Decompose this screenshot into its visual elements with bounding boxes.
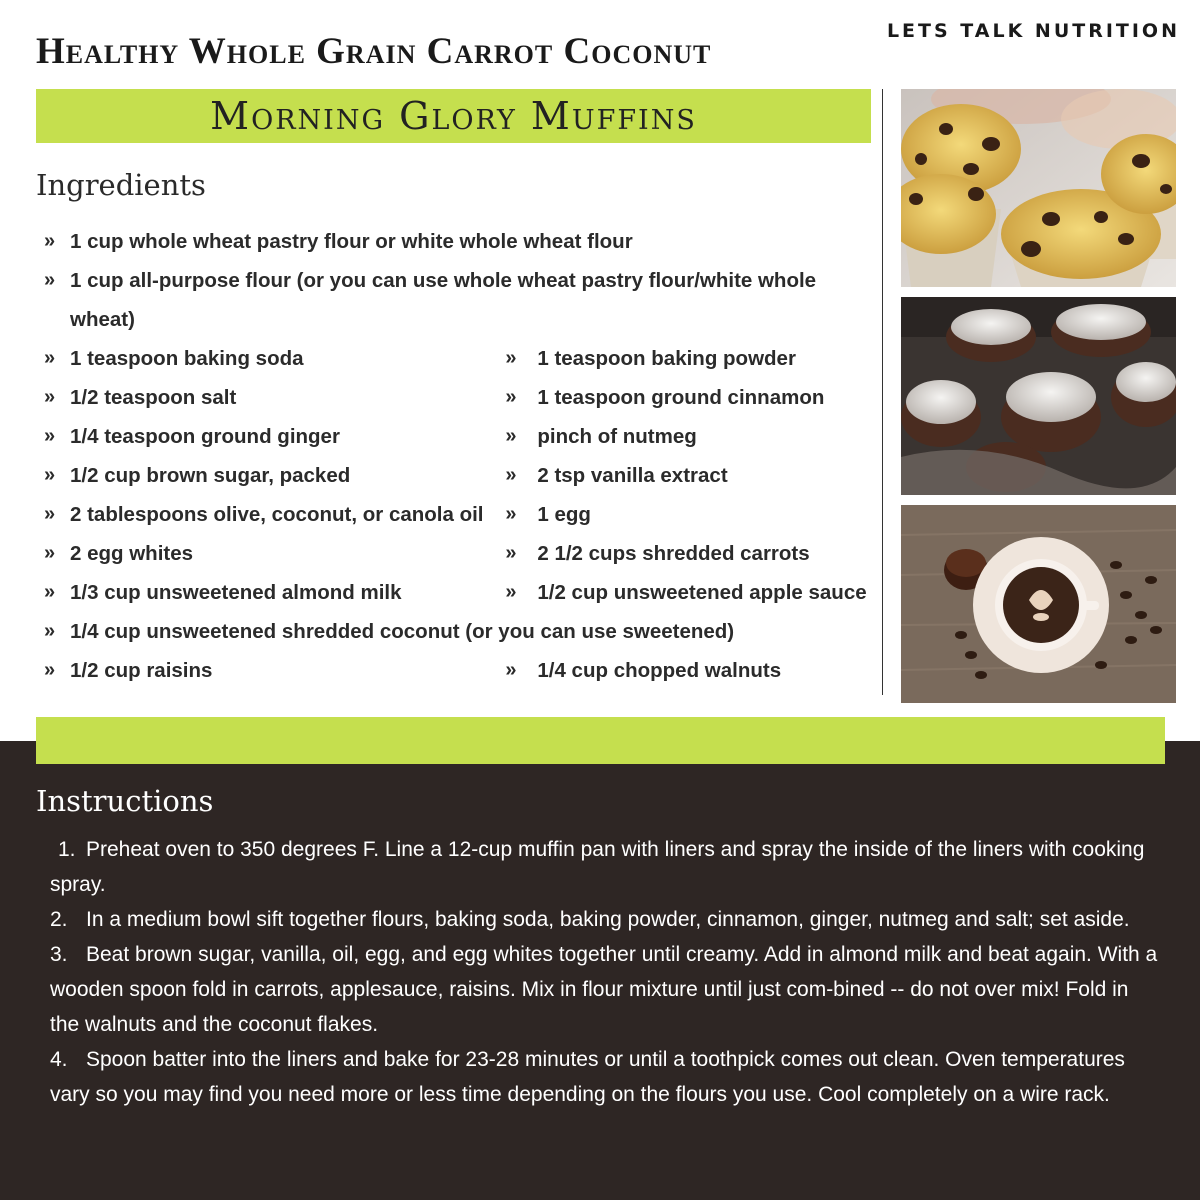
subtitle-band (36, 89, 871, 143)
bullet-arrow-icon: » (44, 425, 51, 447)
accent-bar (36, 717, 1165, 764)
recipe-subtitle: Morning Glory Muffins (210, 94, 697, 138)
bullet-arrow-icon: » (44, 620, 51, 642)
bullet-arrow-icon: » (44, 464, 51, 486)
ingredient-text: 1 cup whole wheat pastry flour or white whole wheat flour (70, 230, 633, 253)
instruction-step (50, 902, 1160, 937)
ingredients-list (44, 222, 884, 690)
ingredient-item (44, 417, 505, 456)
ingredient-item (44, 573, 505, 612)
coffee-cup-photo (901, 505, 1176, 703)
ingredient-text: 2 egg whites (70, 542, 194, 565)
bullet-arrow-icon: » (44, 269, 51, 291)
step-number: 3. (50, 943, 68, 966)
instructions-list (50, 832, 1160, 1112)
ingredient-text: 1/3 cup unsweetened almond milk (70, 581, 402, 604)
instruction-step (50, 937, 1160, 1042)
instructions-heading: Instructions (36, 784, 214, 818)
ingredient-item (505, 339, 884, 378)
ingredient-text: 1/4 cup chopped walnuts (537, 659, 782, 682)
ingredient-text: 1/2 teaspoon salt (70, 386, 237, 409)
step-text: In a medium bowl sift together flours, baking soda, baking powder, cinnamon, ginger, nutmeg and salt; set aside. (86, 908, 1130, 931)
ingredient-item (44, 378, 505, 417)
ingredient-text: 1 cup all-purpose flour (or you can use whole wheat pastry flour/white whole wheat) (70, 269, 817, 331)
ingredient-text: 1 teaspoon baking soda (70, 347, 304, 370)
ingredient-text: 1 teaspoon ground cinnamon (537, 386, 825, 409)
brand-name: LETS TALK NUTRITION (886, 20, 1180, 42)
ingredient-item (44, 456, 505, 495)
ingredient-text: 1/2 cup unsweetened apple sauce (537, 581, 867, 604)
bullet-arrow-icon: » (44, 581, 51, 603)
ingredients-heading: Ingredients (36, 168, 206, 202)
ingredient-item (44, 495, 505, 534)
ingredient-text: 2 tablespoons olive, coconut, or canola oil (70, 503, 484, 526)
instruction-step (50, 832, 1160, 902)
ingredient-item (44, 534, 505, 573)
ingredient-item (44, 339, 505, 378)
ingredient-item (44, 651, 505, 690)
ingredient-text: 1 teaspoon baking powder (537, 347, 796, 370)
step-text: Preheat oven to 350 degrees F. Line a 12-cup muffin pan with liners and spray the inside of the liners with cooking spray. (50, 838, 1145, 896)
ingredient-item (505, 651, 884, 690)
bullet-arrow-icon: » (505, 542, 512, 564)
ingredient-text: 1/2 cup raisins (70, 659, 213, 682)
ingredient-text: 1/4 cup unsweetened shredded coconut (or you can use sweetened) (70, 620, 735, 643)
ingredient-item (44, 222, 864, 261)
bullet-arrow-icon: » (44, 347, 51, 369)
bullet-arrow-icon: » (44, 230, 51, 252)
step-number: 4. (50, 1048, 68, 1071)
ingredient-text: 2 tsp vanilla extract (537, 464, 728, 487)
ingredient-text: 1/4 teaspoon ground ginger (70, 425, 340, 448)
step-number: 1. (58, 838, 76, 861)
ingredient-item (44, 261, 864, 339)
bullet-arrow-icon: » (44, 659, 51, 681)
ingredient-text: 1/2 cup brown sugar, packed (70, 464, 351, 487)
bullet-arrow-icon: » (505, 659, 512, 681)
ingredient-item (505, 573, 884, 612)
ingredient-text: pinch of nutmeg (537, 425, 697, 448)
ingredient-text: 1 egg (537, 503, 591, 526)
ingredient-item (44, 612, 864, 651)
bullet-arrow-icon: » (505, 581, 512, 603)
bullet-arrow-icon: » (505, 347, 512, 369)
bullet-arrow-icon: » (44, 386, 51, 408)
step-text: Spoon batter into the liners and bake for 23-28 minutes or until a toothpick comes out clean. Oven temperatures vary so you may find you need more or less time depending on the flours you use. Cool completely on a wire rack. (50, 1048, 1125, 1106)
instruction-step (50, 1042, 1160, 1112)
recipe-title: Healthy Whole Grain Carrot Coconut (36, 31, 712, 72)
bullet-arrow-icon: » (44, 542, 51, 564)
bullet-arrow-icon: » (505, 503, 512, 525)
ingredient-item (505, 495, 884, 534)
ingredient-item (505, 378, 884, 417)
ingredient-item (505, 534, 884, 573)
ingredient-item (505, 456, 884, 495)
bullet-arrow-icon: » (505, 425, 512, 447)
ingredient-text: 2 1/2 cups shredded carrots (537, 542, 810, 565)
ingredient-item (505, 417, 884, 456)
bullet-arrow-icon: » (505, 386, 512, 408)
muffins-photo (901, 89, 1176, 287)
step-text: Beat brown sugar, vanilla, oil, egg, and egg whites together until creamy. Add in almond milk and beat again. With a wooden spoon fold in carrots, applesauce, raisins. Mix in flour mixture until just com-bined -- do not over mix! Fold in the walnuts and the coconut flakes. (50, 943, 1158, 1036)
coconut-muffins-photo (901, 297, 1176, 495)
bullet-arrow-icon: » (505, 464, 512, 486)
step-number: 2. (50, 908, 68, 931)
bullet-arrow-icon: » (44, 503, 51, 525)
